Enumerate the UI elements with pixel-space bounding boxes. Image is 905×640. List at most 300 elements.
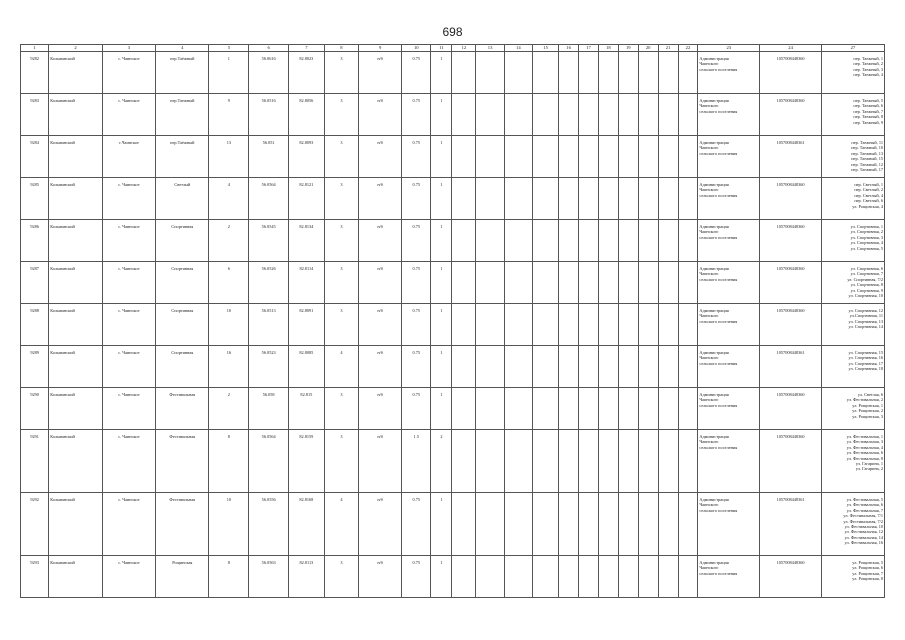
ogrn-cell: 1057008448360 <box>760 52 822 94</box>
column-header: 15 <box>532 45 558 52</box>
address-line: ул. Спортивная, 5 <box>850 245 883 251</box>
empty-cell <box>452 304 476 346</box>
organization-cell <box>698 94 760 136</box>
organization-line: Чаинского <box>699 313 719 319</box>
organization-cell <box>698 388 760 430</box>
column-header: 23 <box>698 45 760 52</box>
volume-cell: 0.75 <box>402 262 431 304</box>
empty-cell <box>658 52 678 94</box>
organization-line: Чаинского <box>699 61 719 67</box>
type-cell: н/б <box>359 52 402 94</box>
column-header: 9 <box>359 45 402 52</box>
empty-cell <box>598 220 618 262</box>
empty-cell <box>452 493 476 556</box>
empty-cell <box>532 304 558 346</box>
empty-cell <box>452 346 476 388</box>
empty-cell <box>559 94 579 136</box>
empty-cell <box>638 493 658 556</box>
district-cell: Колыванский <box>49 220 102 262</box>
latitude-cell: 56.0545 <box>249 220 289 262</box>
address-line: ул. Гагарина, 2 <box>855 466 883 472</box>
longitude-cell: 82.8168 <box>289 493 325 556</box>
house-number-cell: 6 <box>209 262 249 304</box>
quantity-cell: 1 <box>431 304 452 346</box>
organization-line: Администрация <box>699 266 729 271</box>
street-cell: Спортивная <box>156 304 209 346</box>
empty-cell <box>579 262 599 304</box>
empty-cell <box>504 262 532 304</box>
address-line: ул. Рощинская, 5 <box>852 560 883 565</box>
street-cell: Фестивальная <box>156 430 209 493</box>
address-line: пер. Таежный, 9 <box>853 119 883 125</box>
empty-cell <box>452 556 476 598</box>
empty-cell <box>559 262 579 304</box>
organization-cell <box>698 136 760 178</box>
addresses-cell <box>821 178 884 220</box>
address-line: пер. Таежный, 17 <box>851 167 883 173</box>
empty-cell <box>579 493 599 556</box>
address-line: ул. Спортивная, 4 <box>850 240 883 246</box>
latitude-cell: 56.0564 <box>249 178 289 220</box>
longitude-cell: 82.8159 <box>289 430 325 493</box>
empty-cell <box>598 52 618 94</box>
empty-cell <box>618 52 638 94</box>
street-cell: Спортивная <box>156 262 209 304</box>
quantity-cell: 1 <box>431 136 452 178</box>
empty-cell <box>504 52 532 94</box>
ogrn-cell: 1057008448360 <box>760 556 822 598</box>
district-cell: Колыванский <box>49 493 102 556</box>
table-row <box>21 52 885 94</box>
address-line: ул. Гагарина, 1 <box>855 461 883 467</box>
organization-line: сельского поселения <box>699 570 738 576</box>
empty-cell <box>504 493 532 556</box>
settlement-cell: с. Чаинское <box>102 388 155 430</box>
empty-cell <box>504 136 532 178</box>
empty-cell <box>504 220 532 262</box>
type-cell: н/б <box>359 136 402 178</box>
quantity-cell: 1 <box>431 493 452 556</box>
empty-cell <box>658 556 678 598</box>
empty-cell <box>579 52 599 94</box>
quantity-cell: 1 <box>431 220 452 262</box>
column-header: 16 <box>559 45 579 52</box>
organization-cell <box>698 493 760 556</box>
street-cell: пер.Таёжный <box>156 52 209 94</box>
settlement-cell: с. Чаинское <box>102 304 155 346</box>
empty-cell <box>618 136 638 178</box>
address-line: пер. Таежный, 2 <box>853 61 883 67</box>
organization-line: Чаинского <box>699 439 719 445</box>
latitude-cell: 56.0513 <box>249 304 289 346</box>
count-cell: 3 <box>324 388 359 430</box>
address-line: ул. Фестивальная, 7/2 <box>843 518 883 524</box>
address-line: ул. Спортивная, 9 <box>850 287 883 293</box>
empty-cell <box>658 262 678 304</box>
address-line: пер. Таежный, 7 <box>853 108 883 114</box>
organization-line: сельского поселения <box>699 318 738 324</box>
volume-cell: 0.75 <box>402 52 431 94</box>
address-line: пер. Светлый, 6 <box>854 198 883 204</box>
quantity-cell: 2 <box>431 430 452 493</box>
column-header: 5 <box>209 45 249 52</box>
organization-cell <box>698 52 760 94</box>
empty-cell <box>618 430 638 493</box>
house-number-cell: 13 <box>209 136 249 178</box>
address-line: ул. Спортивная, 6 <box>850 266 883 271</box>
count-cell: 3 <box>324 220 359 262</box>
column-header: 24 <box>760 45 822 52</box>
empty-cell <box>532 178 558 220</box>
quantity-cell: 1 <box>431 52 452 94</box>
empty-cell <box>598 136 618 178</box>
empty-cell <box>579 136 599 178</box>
count-cell: 4 <box>324 493 359 556</box>
empty-cell <box>678 430 698 493</box>
organization-cell <box>698 346 760 388</box>
empty-cell <box>638 556 658 598</box>
column-header: 2 <box>49 45 102 52</box>
empty-cell <box>504 178 532 220</box>
address-line: ул. Фестивальная, 6 <box>846 502 883 508</box>
organization-line: сельского поселения <box>699 444 738 450</box>
type-cell: н/б <box>359 430 402 493</box>
latitude-cell: 56.058 <box>249 388 289 430</box>
empty-cell <box>678 178 698 220</box>
latitude-cell: 56.0563 <box>249 556 289 598</box>
address-line: ул. Фестивальная, 4 <box>846 444 883 450</box>
empty-cell <box>658 346 678 388</box>
latitude-cell: 56.0564 <box>249 430 289 493</box>
column-header: 8 <box>324 45 359 52</box>
longitude-cell: 82.8091 <box>289 304 325 346</box>
column-header: 13 <box>476 45 504 52</box>
house-number-cell: 2 <box>209 220 249 262</box>
empty-cell <box>504 304 532 346</box>
organization-cell <box>698 304 760 346</box>
address-line: ул. Фестивальная, 14 <box>844 534 883 540</box>
empty-cell <box>678 220 698 262</box>
empty-cell <box>476 52 504 94</box>
empty-cell <box>579 346 599 388</box>
organization-line: Администрация <box>699 56 729 61</box>
empty-cell <box>598 262 618 304</box>
quantity-cell: 1 <box>431 262 452 304</box>
empty-cell <box>476 388 504 430</box>
row-id: 9283 <box>21 94 49 136</box>
column-header: 1 <box>21 45 49 52</box>
empty-cell <box>618 262 638 304</box>
address-line: ул. Рощинская, 7 <box>852 570 883 576</box>
empty-cell <box>678 493 698 556</box>
organization-line: Чаинского <box>699 229 719 235</box>
empty-cell <box>532 346 558 388</box>
quantity-cell: 1 <box>431 388 452 430</box>
empty-cell <box>678 388 698 430</box>
latitude-cell: 56.051 <box>249 136 289 178</box>
settlement-cell: с. Чаинское <box>102 346 155 388</box>
organization-line: Администрация <box>699 182 729 187</box>
registry-table <box>20 44 885 598</box>
empty-cell <box>658 430 678 493</box>
type-cell: н/б <box>359 94 402 136</box>
empty-cell <box>678 304 698 346</box>
settlement-cell: с. Чаинское <box>102 262 155 304</box>
district-cell: Колыванский <box>49 94 102 136</box>
empty-cell <box>476 493 504 556</box>
district-cell: Колыванский <box>49 304 102 346</box>
ogrn-cell: 1057008448361 <box>760 493 822 556</box>
count-cell: 3 <box>324 136 359 178</box>
street-cell: Светлый <box>156 178 209 220</box>
empty-cell <box>638 388 658 430</box>
empty-cell <box>476 430 504 493</box>
empty-cell <box>658 388 678 430</box>
address-line: ул. Фестивальная, 3 <box>846 439 883 445</box>
empty-cell <box>618 346 638 388</box>
district-cell: Колыванский <box>49 262 102 304</box>
organization-line: сельского поселения <box>699 150 738 156</box>
empty-cell <box>658 178 678 220</box>
empty-cell <box>638 52 658 94</box>
house-number-cell: 2 <box>209 388 249 430</box>
table-row <box>21 493 885 556</box>
row-id: 9284 <box>21 136 49 178</box>
longitude-cell: 82.8085 <box>289 346 325 388</box>
type-cell: н/б <box>359 262 402 304</box>
count-cell: 3 <box>324 262 359 304</box>
address-line: пер. Таежный, 13 <box>851 150 883 156</box>
address-line: ул. Спортивная, 17 <box>848 360 883 366</box>
organization-line: сельского поселения <box>699 234 738 240</box>
empty-cell <box>638 136 658 178</box>
volume-cell: 0.75 <box>402 346 431 388</box>
longitude-cell: 82.8093 <box>289 136 325 178</box>
district-cell: Колыванский <box>49 346 102 388</box>
longitude-cell: 82.8113 <box>289 556 325 598</box>
address-line: ул. Спортивная, 1 <box>850 224 883 229</box>
organization-line: сельского поселения <box>699 507 738 513</box>
organization-line: сельского поселения <box>699 66 738 72</box>
column-number-row <box>21 45 885 52</box>
longitude-cell: 82.8121 <box>289 178 325 220</box>
street-cell: Спортивная <box>156 220 209 262</box>
empty-cell <box>476 178 504 220</box>
house-number-cell: 1 <box>209 52 249 94</box>
street-cell: Рощинская <box>156 556 209 598</box>
address-line: ул. Спортивная, 18 <box>848 366 883 372</box>
ogrn-cell: 1057008448360 <box>760 220 822 262</box>
count-cell: 3 <box>324 94 359 136</box>
type-cell: н/б <box>359 493 402 556</box>
house-number-cell: 10 <box>209 304 249 346</box>
organization-line: Чаинского <box>699 145 719 151</box>
empty-cell <box>559 304 579 346</box>
settlement-cell: с. Чаинское <box>102 430 155 493</box>
empty-cell <box>579 178 599 220</box>
empty-cell <box>598 304 618 346</box>
latitude-cell: 56.0526 <box>249 262 289 304</box>
empty-cell <box>579 220 599 262</box>
row-id: 9287 <box>21 262 49 304</box>
count-cell: 3 <box>324 304 359 346</box>
district-cell: Колыванский <box>49 52 102 94</box>
column-header: 18 <box>598 45 618 52</box>
empty-cell <box>678 346 698 388</box>
address-line: ул. Спортивная, 16 <box>848 355 883 361</box>
longitude-cell: 82.815 <box>289 388 325 430</box>
addresses-cell <box>821 52 884 94</box>
table-row <box>21 346 885 388</box>
table-row <box>21 556 885 598</box>
empty-cell <box>476 94 504 136</box>
address-line: пер. Таежный, 3 <box>853 66 883 72</box>
ogrn-cell: 1057008448361 <box>760 136 822 178</box>
type-cell: н/б <box>359 388 402 430</box>
count-cell: 3 <box>324 178 359 220</box>
column-header: 7 <box>289 45 325 52</box>
empty-cell <box>638 220 658 262</box>
column-header: 17 <box>579 45 599 52</box>
address-line: ул. Спортивная, 3 <box>850 234 883 240</box>
house-number-cell: 10 <box>209 493 249 556</box>
address-line: ул. Фестивальная, 2 <box>846 397 883 403</box>
address-line: пер. Таежный, 11 <box>851 140 883 145</box>
empty-cell <box>532 556 558 598</box>
settlement-cell: с.Чаинское <box>102 136 155 178</box>
organization-cell <box>698 262 760 304</box>
empty-cell <box>618 178 638 220</box>
organization-line: Администрация <box>699 224 729 229</box>
empty-cell <box>618 556 638 598</box>
longitude-cell: 82.8114 <box>289 262 325 304</box>
table-row <box>21 94 885 136</box>
empty-cell <box>678 94 698 136</box>
table-row <box>21 136 885 178</box>
empty-cell <box>658 94 678 136</box>
address-line: пер. Таежный, 4 <box>853 72 883 78</box>
table-row <box>21 178 885 220</box>
empty-cell <box>638 262 658 304</box>
address-line: ул. Рощинская, 2 <box>852 408 883 414</box>
type-cell: н/б <box>359 346 402 388</box>
organization-line: Чаинского <box>699 355 719 361</box>
addresses-cell <box>821 346 884 388</box>
quantity-cell: 1 <box>431 94 452 136</box>
empty-cell <box>532 493 558 556</box>
volume-cell: 0.75 <box>402 94 431 136</box>
address-line: ул. Рощинская, 1 <box>852 402 883 408</box>
address-line: пер. Таежный, 12 <box>851 161 883 167</box>
empty-cell <box>452 178 476 220</box>
ogrn-cell: 1057008448360 <box>760 178 822 220</box>
volume-cell: 0.75 <box>402 556 431 598</box>
addresses-cell <box>821 556 884 598</box>
empty-cell <box>579 304 599 346</box>
column-header: 20 <box>638 45 658 52</box>
quantity-cell: 1 <box>431 178 452 220</box>
addresses-cell <box>821 262 884 304</box>
empty-cell <box>638 346 658 388</box>
empty-cell <box>579 388 599 430</box>
table-row <box>21 388 885 430</box>
organization-line: Администрация <box>699 434 729 439</box>
column-header: 21 <box>658 45 678 52</box>
empty-cell <box>504 388 532 430</box>
empty-cell <box>476 220 504 262</box>
address-line: ул. Рощинская, 6 <box>852 565 883 571</box>
address-line: ул.Спортивная, 11 <box>849 313 883 319</box>
row-id: 9291 <box>21 430 49 493</box>
addresses-cell <box>821 493 884 556</box>
latitude-cell: 56.0556 <box>249 493 289 556</box>
organization-line: Чаинского <box>699 502 719 508</box>
empty-cell <box>532 430 558 493</box>
ogrn-cell: 1057008448361 <box>760 346 822 388</box>
empty-cell <box>638 178 658 220</box>
volume-cell: 0.75 <box>402 220 431 262</box>
empty-cell <box>504 346 532 388</box>
empty-cell <box>559 388 579 430</box>
ogrn-cell: 1057008448360 <box>760 430 822 493</box>
column-header: 22 <box>678 45 698 52</box>
address-line: ул. Рощинская, 8 <box>852 576 883 582</box>
settlement-cell: с. Чаинское <box>102 94 155 136</box>
organization-line: Администрация <box>699 392 729 397</box>
empty-cell <box>598 493 618 556</box>
address-line: ул. Фестивальная, 8 <box>846 455 883 461</box>
empty-cell <box>638 430 658 493</box>
organization-line: Чаинского <box>699 187 719 193</box>
empty-cell <box>598 178 618 220</box>
empty-cell <box>638 304 658 346</box>
table-row <box>21 262 885 304</box>
empty-cell <box>559 556 579 598</box>
column-header: 11 <box>431 45 452 52</box>
organization-line: Чаинского <box>699 103 719 109</box>
empty-cell <box>678 556 698 598</box>
empty-cell <box>559 220 579 262</box>
address-line: ул. Спортивная, 14 <box>848 324 883 330</box>
empty-cell <box>532 262 558 304</box>
empty-cell <box>452 94 476 136</box>
empty-cell <box>579 430 599 493</box>
table-row <box>21 430 885 493</box>
street-cell: пер.Таёжный <box>156 136 209 178</box>
address-line: пер. Таежный, 15 <box>851 156 883 162</box>
empty-cell <box>658 493 678 556</box>
empty-cell <box>579 94 599 136</box>
organization-line: Администрация <box>699 308 729 313</box>
district-cell: Колыванский <box>49 178 102 220</box>
address-line: пер. Светлый, 1 <box>854 182 883 187</box>
empty-cell <box>658 220 678 262</box>
empty-cell <box>452 136 476 178</box>
organization-line: Чаинского <box>699 397 719 403</box>
ogrn-cell: 1057008448360 <box>760 388 822 430</box>
house-number-cell: 8 <box>209 556 249 598</box>
address-line: пер. Светлый, 4 <box>854 192 883 198</box>
latitude-cell: 56.0516 <box>249 94 289 136</box>
empty-cell <box>532 136 558 178</box>
organization-line: сельского поселения <box>699 276 738 282</box>
addresses-cell <box>821 304 884 346</box>
count-cell: 3 <box>324 556 359 598</box>
address-line: ул. Фестивальная, 5 <box>846 497 883 502</box>
address-line: пер. Светлый, 2 <box>854 187 883 193</box>
empty-cell <box>618 220 638 262</box>
street-cell: Фестивальная <box>156 388 209 430</box>
